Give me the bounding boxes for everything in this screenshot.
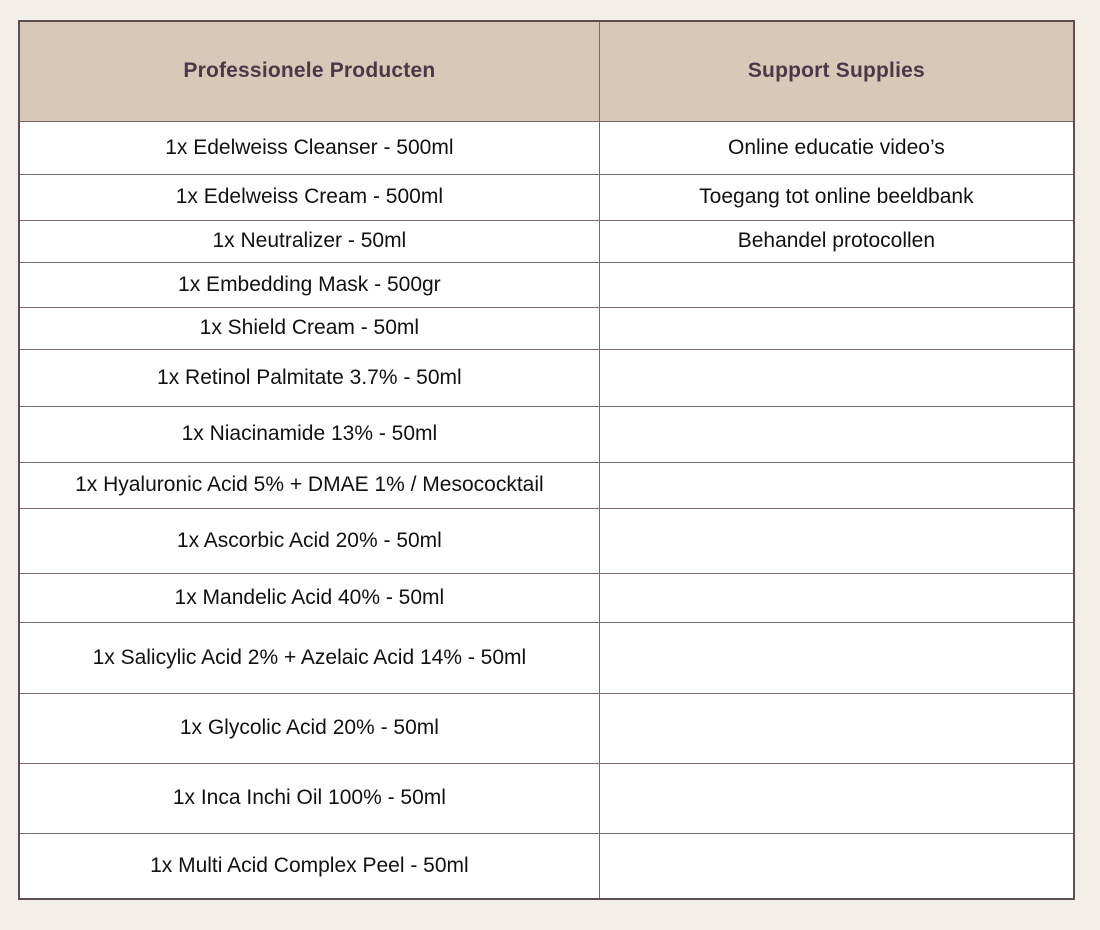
table-row [19,262,1074,307]
support-cell [599,573,1074,622]
support-cell [599,406,1074,462]
table-row [19,307,1074,349]
table-row [19,508,1074,573]
column-header-support-supplies: Support Supplies [599,21,1074,121]
support-cell: Behandel protocollen [599,220,1074,262]
table-row [19,622,1074,693]
product-cell: 1x Multi Acid Complex Peel - 50ml [19,833,599,899]
table-row [19,220,1074,262]
product-cell: 1x Ascorbic Acid 20% - 50ml [19,508,599,573]
support-cell [599,763,1074,833]
product-support-table [18,20,1075,900]
product-cell: 1x Niacinamide 13% - 50ml [19,406,599,462]
column-header-professionele-producten: Professionele Producten [19,21,599,121]
product-cell: 1x Embedding Mask - 500gr [19,262,599,307]
table-body [19,121,1074,899]
table-row [19,693,1074,763]
support-cell [599,307,1074,349]
support-cell [599,693,1074,763]
product-cell: 1x Shield Cream - 50ml [19,307,599,349]
table-row [19,763,1074,833]
product-cell: 1x Edelweiss Cleanser - 500ml [19,121,599,174]
product-cell: 1x Edelweiss Cream - 500ml [19,174,599,220]
table-header [19,21,1074,121]
product-cell: 1x Inca Inchi Oil 100% - 50ml [19,763,599,833]
table-row [19,349,1074,406]
product-cell: 1x Retinol Palmitate 3.7% - 50ml [19,349,599,406]
product-cell: 1x Mandelic Acid 40% - 50ml [19,573,599,622]
header-row [19,21,1074,121]
support-cell [599,262,1074,307]
product-cell: 1x Salicylic Acid 2% + Azelaic Acid 14% - 50ml [19,622,599,693]
product-cell: 1x Glycolic Acid 20% - 50ml [19,693,599,763]
support-cell: Online educatie video’s [599,121,1074,174]
support-cell [599,349,1074,406]
product-cell: 1x Neutralizer - 50ml [19,220,599,262]
table-row [19,833,1074,899]
table-row [19,462,1074,508]
support-cell [599,622,1074,693]
support-cell [599,462,1074,508]
support-cell [599,508,1074,573]
support-cell: Toegang tot online beeldbank [599,174,1074,220]
table-container [18,20,1075,900]
table-row [19,406,1074,462]
table-row [19,573,1074,622]
product-cell: 1x Hyaluronic Acid 5% + DMAE 1% / Mesococktail [19,462,599,508]
table-row [19,121,1074,174]
support-cell [599,833,1074,899]
table-row [19,174,1074,220]
